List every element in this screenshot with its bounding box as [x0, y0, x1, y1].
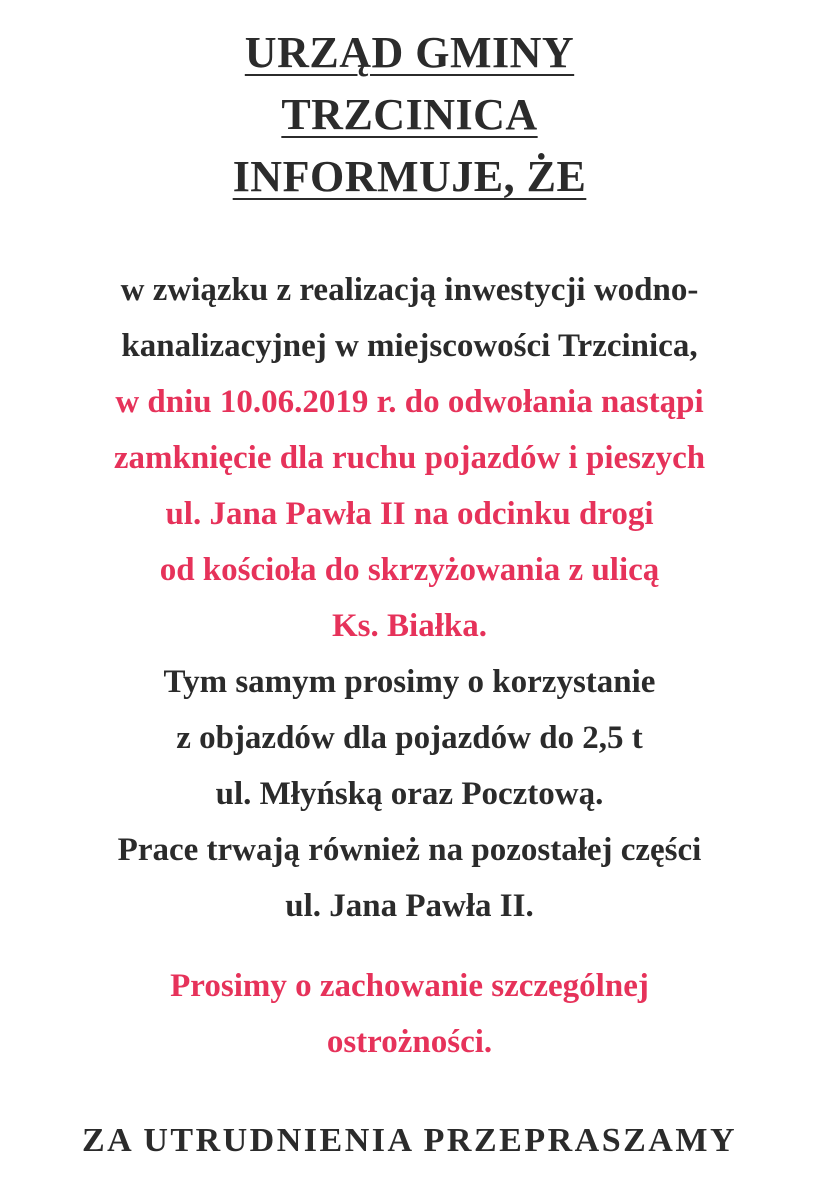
notice-header — [0, 22, 819, 208]
closure-line-2: zamknięcie dla ruchu pojazdów i pieszych — [113, 440, 706, 476]
works-line-1: Prace trwają również na pozostałej części — [117, 832, 702, 868]
apology-footer: ZA UTRUDNIENIA PRZEPRASZAMY — [81, 1122, 737, 1159]
caution-line-2: ostrożności. — [326, 1024, 493, 1060]
works-line-2: ul. Jana Pawła II. — [285, 888, 534, 924]
header-line-informs: INFORMUJE, ŻE — [232, 152, 587, 201]
closure-line-3: ul. Jana Pawła II na odcinku drogi — [165, 496, 654, 532]
detour-line-3: ul. Młyńską oraz Pocztową. — [215, 776, 604, 812]
intro-line-2: kanalizacyjnej w miejscowości Trzcinica, — [121, 328, 698, 364]
caution-line-1: Prosimy o zachowanie szczególnej — [170, 968, 649, 1004]
caution-block — [0, 958, 819, 1070]
detour-line-2: z objazdów dla pojazdów do 2,5 t — [176, 720, 643, 756]
header-line-municipality: TRZCINICA — [281, 90, 538, 139]
announcement-body — [0, 262, 819, 934]
closure-line-4: od kościoła do skrzyżowania z ulicą — [159, 552, 660, 588]
closure-line-5: Ks. Białka. — [332, 608, 487, 644]
closure-line-1: w dniu 10.06.2019 r. do odwołania nastąpi — [115, 384, 704, 420]
header-line-office: URZĄD GMINY — [244, 28, 575, 77]
detour-line-1: Tym samym prosimy o korzystanie — [163, 664, 656, 700]
intro-line-1: w związku z realizacją inwestycji wodno- — [120, 272, 699, 308]
